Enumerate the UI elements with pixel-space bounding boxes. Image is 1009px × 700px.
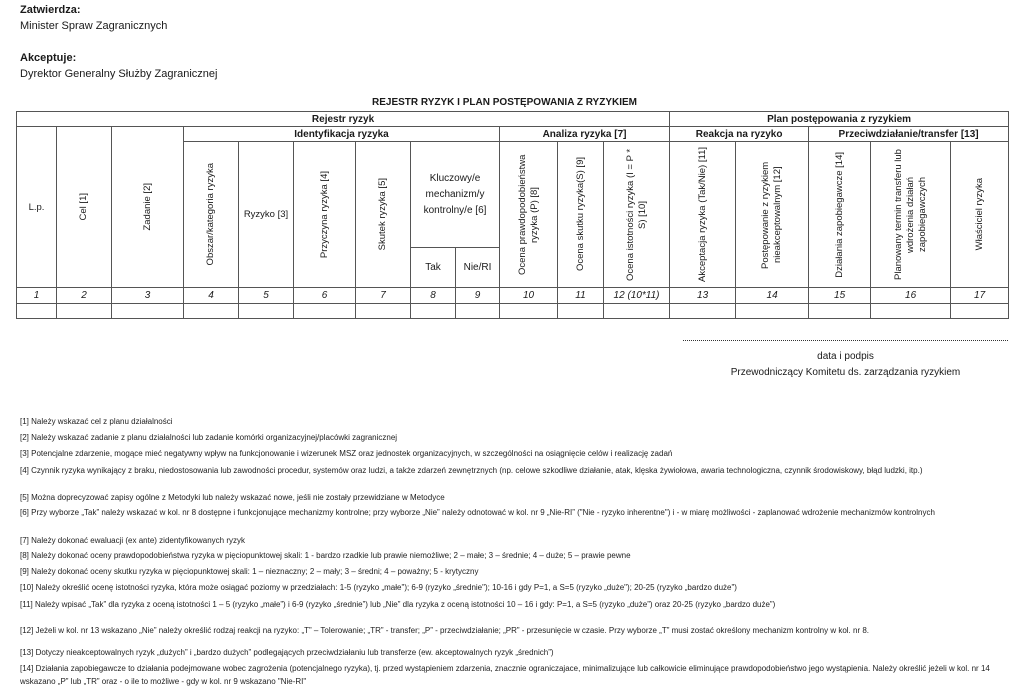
col-istotnosc [604, 142, 670, 288]
sub-counteraction: Przeciwdziałanie/transfer [13] [809, 127, 1009, 142]
table-cell[interactable] [604, 304, 670, 319]
col-ryzyko-label: Ryzyko [3] [243, 209, 289, 220]
document-title: REJESTR RYZYK I PLAN POSTĘPOWANIA Z RYZYKIEM [371, 97, 638, 108]
col-number: 14 [736, 288, 809, 304]
sub-analysis: Analiza ryzyka [7] [500, 127, 670, 142]
group-register: Rejestr ryzyk [17, 112, 670, 127]
sub-identification: Identyfikacja ryzyka [184, 127, 500, 142]
col-number: 11 [558, 288, 604, 304]
footnote-2: [2] Należy wskazać zadanie z planu działalności lub zadanie komórki organizacyjnej/placówki zagranicznej [20, 433, 398, 442]
footnote-12: [12] Jeżeli w kol. nr 13 wskazano „Nie” należy określić rodzaj reakcji na ryzyko: „T” – Tolerowanie; „TR” - transfer; „P” - przeciwdziałanie; „PR” - przesunięcie w czasie. Przy wyborze „T” musi zostać określony mechanizm kontrolny w kol. nr 8. [20, 626, 870, 635]
table-cell[interactable] [871, 304, 951, 319]
col-nie-ri: Nie/RI [456, 248, 500, 288]
footnote-13: [13] Dotyczy nieakceptowalnych ryzyk „dużych” i „bardzo dużych” podlegających przeciwdziałaniu lub transferze (ew. akceptowalnych ryzyk „średnich”) [20, 648, 554, 657]
table-cell[interactable] [239, 304, 294, 319]
col-number: 5 [239, 288, 294, 304]
table-cell[interactable] [736, 304, 809, 319]
table-cell[interactable] [294, 304, 356, 319]
col-kluczowe [411, 142, 500, 248]
footnote-3: [3] Potencjalne zdarzenie, mogące mieć negatywny wpływ na funkcjonowanie i wizerunek MSZ oraz jednostek organizacyjnych, w szczególności na osiągnięcie celów i realizację zadań [20, 449, 673, 458]
col-dzialania-label: Działania zapobiegawcze [14] [833, 151, 845, 278]
col-lp-label: L.p. [28, 201, 45, 213]
col-number: 10 [500, 288, 558, 304]
group-plan: Plan postępowania z ryzykiem [670, 112, 1009, 127]
col-ryzyko [239, 142, 294, 288]
accepts-value: Dyrektor Generalny Służby Zagranicznej [20, 68, 218, 80]
col-skutek-label: Skutek ryzyka [5] [377, 178, 388, 251]
col-number: 13 [670, 288, 736, 304]
footnote-8: [8] Należy dokonać oceny prawdopodobieństwa ryzyka w pięciopunktowej skali: 1 - bardzo rzadkie lub prawie niemożliwe; 2 – małe; 3 – średnie; 4 – duże; 5 – prawie pewne [20, 551, 631, 560]
footnote-4: [4] Czynnik ryzyka wynikający z braku, niedostosowania lub zawodności procedur, systemów oraz ludzi, a także zdarzeń zewnętrznych (np. celowe szkodliwe działanie, atak, klęska żywiołowa, awaria technologiczna, czynnik środowiskowy, błąd ludzki, itp.) [20, 466, 923, 475]
col-tak: Tak [411, 248, 456, 288]
table-cell[interactable] [670, 304, 736, 319]
signature-line [683, 340, 1008, 341]
col-number: 16 [871, 288, 951, 304]
col-istotnosc-label: Ocena istotności ryzyka (I = P * S) [10] [624, 148, 648, 281]
accepts-label: Akceptuje: [20, 52, 77, 64]
col-number: 7 [356, 288, 411, 304]
table-cell[interactable] [17, 304, 57, 319]
footnote-7: [7] Należy dokonać ewaluacji (ex ante) zidentyfikowanych ryzyk [20, 536, 245, 545]
table-cell[interactable] [456, 304, 500, 319]
footnote-9: [9] Należy dokonać oceny skutku ryzyka w pięciopunktowej skali: 1 – nieznaczny; 2 – mały; 3 – średni; 4 – poważny; 5 - krytyczny [20, 567, 479, 576]
col-number: 4 [184, 288, 239, 304]
footnote-11: [11] Należy wpisać „Tak” dla ryzyka z oceną istotności 1 – 5 (ryzyko „małe”) i 6-9 (ryzyko „średnie”) lub „Nie” dla ryzyka z oceną istotności 10 – 16 i gdy: P=1, a S=5 (ryzyko „duże”) oraz 20-25 (ryzyko „bardzo duże”) [20, 600, 776, 609]
col-number: 17 [951, 288, 1009, 304]
col-akceptacja-label: Akceptacja ryzyka (Tak/Nie) [11] [696, 147, 708, 282]
col-skutek [356, 142, 411, 288]
col-number: 3 [112, 288, 184, 304]
col-cel-label: Cel [1] [78, 193, 89, 221]
footnote-14: [14] Działania zapobiegawcze to działania podejmowane wobec zagrożenia (potencjalnego ryzyka), tj. przed wystąpieniem zdarzenia, znacznie ograniczajace, minimalizujące lub całkowicie eliminujące prawdopodobieństwo jego wystąpienia. Należy określić jeżeli w kol. nr 14 wskazano „P” lub „TR” oraz - o ile to możliwe - gdy w kol. nr 9 wskazano "Nie-RI" [20, 664, 990, 686]
col-zadanie [112, 127, 184, 288]
col-number: 9 [456, 288, 500, 304]
col-dzialania [809, 142, 871, 288]
col-cel [57, 127, 112, 288]
table-cell[interactable] [558, 304, 604, 319]
col-prawdopodobienstwo-label: Ocena prawdopodobieństwa ryzyka (P) [8] [516, 154, 540, 275]
footnote-5: [5] Można doprecyzować zapisy ogólne z Metodyki lub należy wskazać nowe, jeśli nie zostały przewidziane w Metodyce [20, 493, 445, 502]
col-number: 8 [411, 288, 456, 304]
table-cell[interactable] [809, 304, 871, 319]
col-termin [871, 142, 951, 288]
col-number: 1 [17, 288, 57, 304]
footnote-10: [10] Należy określić ocenę istotności ryzyka, która może osiągać poziomy w przedziałach: 1-5 (ryzyko „małe"); 6-9 (ryzyko „średnie"); 10-16 i gdy P=1, a S=5 (ryzyko „duże"); 20-25 (ryzyko „bardzo duże") [20, 583, 737, 592]
table-cell[interactable] [951, 304, 1009, 319]
col-number: 15 [809, 288, 871, 304]
signature-role: Przewodniczący Komitetu ds. zarządzania ryzykiem [730, 367, 961, 378]
col-postepowanie-label: Postępowanie z ryzykiem nieakceptowalnym [12] [760, 160, 784, 269]
col-kluczowe-label: Kluczowy/e mechanizm/y kontrolny/e [6] [423, 172, 487, 216]
col-prawdopodobienstwo [500, 142, 558, 288]
col-lp [17, 127, 57, 288]
col-obszar [184, 142, 239, 288]
table-cell[interactable] [57, 304, 112, 319]
sub-reaction: Reakcja na ryzyko [670, 127, 809, 142]
table-cell[interactable] [184, 304, 239, 319]
signature-label: data i podpis [817, 351, 874, 362]
footnote-1: [1] Należy wskazać cel z planu działalności [20, 417, 173, 426]
col-zadanie-label: Zadanie [2] [141, 183, 153, 231]
table-cell[interactable] [356, 304, 411, 319]
col-skutek-ocena [558, 142, 604, 288]
col-skutek-ocena-label: Ocena skutku ryzyka(S) [9] [574, 157, 586, 272]
col-number: 2 [57, 288, 112, 304]
col-przyczyna [294, 142, 356, 288]
footnote-6: [6] Przy wyborze „Tak” należy wskazać w kol. nr 8 dostępne i funkcjonujące mechanizmy kontrolne; przy wyborze „Nie” należy odnotować w kol. nr 9 „Nie-RI” ("Nie - ryzyko inherentne") i - w miarę możliwości - zaplanować wdrożenie mechanizmów kontrolnych [20, 508, 935, 517]
col-wlasciciel [951, 142, 1009, 288]
col-akceptacja [670, 142, 736, 288]
risk-register-table [16, 111, 1009, 319]
table-cell[interactable] [112, 304, 184, 319]
col-wlasciciel-label: Właściciel ryzyka [973, 178, 985, 251]
table-row [17, 304, 1009, 319]
col-termin-label: Planowany termin transferu lub wdrożenia działań zapobiegawczych [892, 149, 928, 280]
col-number: 12 (10*11) [604, 288, 670, 304]
table-cell[interactable] [411, 304, 456, 319]
table-cell[interactable] [500, 304, 558, 319]
approves-value: Minister Spraw Zagranicznych [20, 20, 168, 32]
col-postepowanie [736, 142, 809, 288]
approves-label: Zatwierdza: [20, 4, 81, 16]
col-number: 6 [294, 288, 356, 304]
col-przyczyna-label: Przyczyna ryzyka [4] [318, 170, 330, 259]
col-obszar-label: Obszar/kategoria ryzyka [205, 163, 216, 266]
